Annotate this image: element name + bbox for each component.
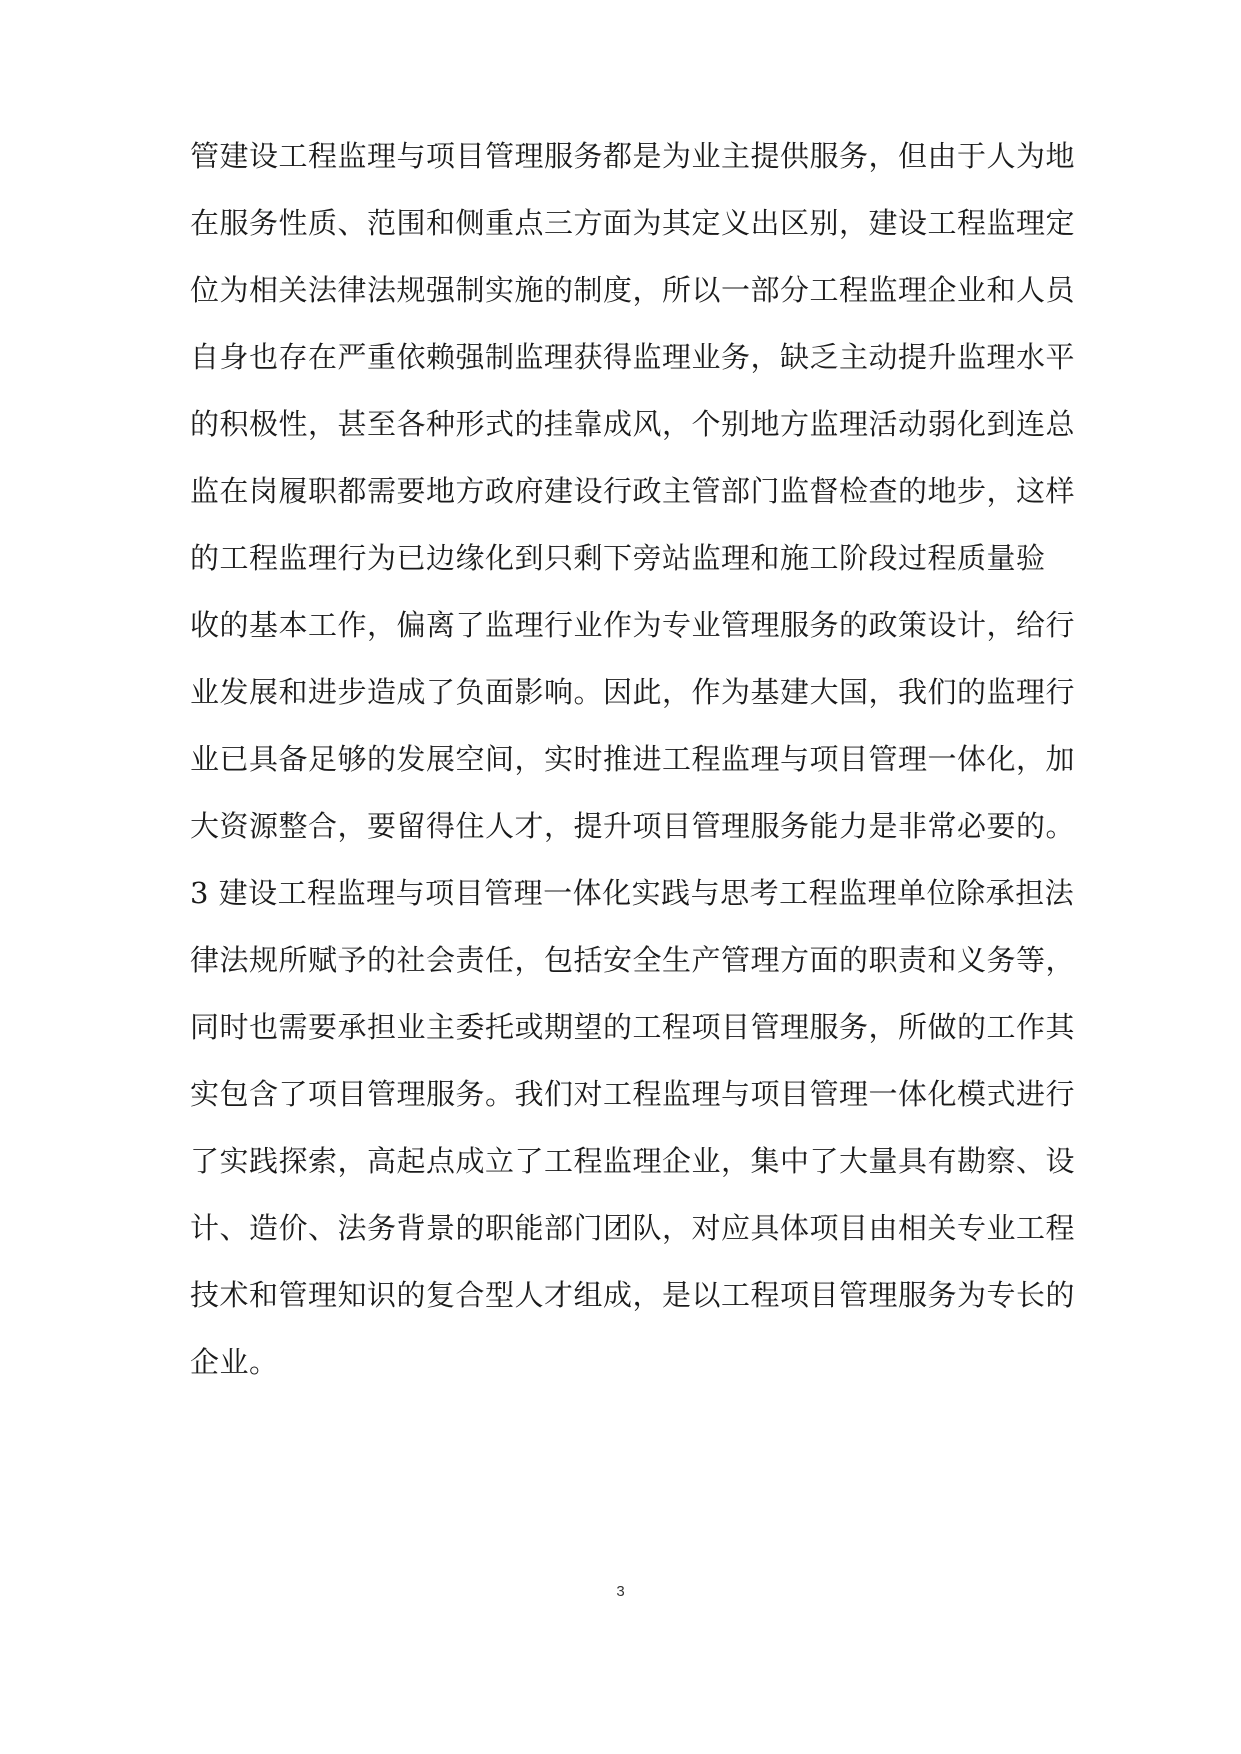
text-line: 业已具备足够的发展空间，实时推进工程监理与项目管理一体化，加 (190, 742, 1076, 776)
text-line: 企业。 (190, 1345, 279, 1379)
text-line: 监在岗履职都需要地方政府建设行政主管部门监督检查的地步，这样 (190, 474, 1076, 508)
text-line: 自身也存在严重依赖强制监理获得监理业务，缺乏主动提升监理水平 (190, 340, 1076, 374)
text-line: 业发展和进步造成了负面影响。因此，作为基建大国，我们的监理行 (190, 675, 1076, 709)
text-line: 律法规所赋予的社会责任，包括安全生产管理方面的职责和义务等， (190, 943, 1076, 977)
text-line: 同时也需要承担业主委托或期望的工程项目管理服务，所做的工作其 (190, 1010, 1076, 1044)
text-line: 管建设工程监理与项目管理服务都是为业主提供服务，但由于人为地 (190, 139, 1076, 173)
text-line: 技术和管理知识的复合型人才组成，是以工程项目管理服务为专长的 (190, 1278, 1076, 1312)
section-heading-line: 3 建设工程监理与项目管理一体化实践与思考工程监理单位除承担法 (190, 876, 1075, 910)
text-line: 在服务性质、范围和侧重点三方面为其定义出区别，建设工程监理定 (190, 206, 1076, 240)
text-line: 实包含了项目管理服务。我们对工程监理与项目管理一体化模式进行 (190, 1077, 1076, 1111)
text-line: 的积极性，甚至各种形式的挂靠成风，个别地方监理活动弱化到连总 (190, 407, 1076, 441)
text-line: 的工程监理行为已边缘化到只剩下旁站监理和施工阶段过程质量验 (190, 541, 1046, 575)
text-line: 位为相关法律法规强制实施的制度，所以一部分工程监理企业和人员 (190, 273, 1076, 307)
page-number: 3 (616, 1583, 625, 1600)
text-line: 收的基本工作，偏离了监理行业作为专业管理服务的政策设计，给行 (190, 608, 1076, 642)
text-line: 了实践探索，高起点成立了工程监理企业，集中了大量具有勘察、设 (190, 1144, 1076, 1178)
text-line: 大资源整合，要留得住人才，提升项目管理服务能力是非常必要的。 (190, 809, 1076, 843)
text-line: 计、造价、法务背景的职能部门团队，对应具体项目由相关专业工程 (190, 1211, 1076, 1245)
